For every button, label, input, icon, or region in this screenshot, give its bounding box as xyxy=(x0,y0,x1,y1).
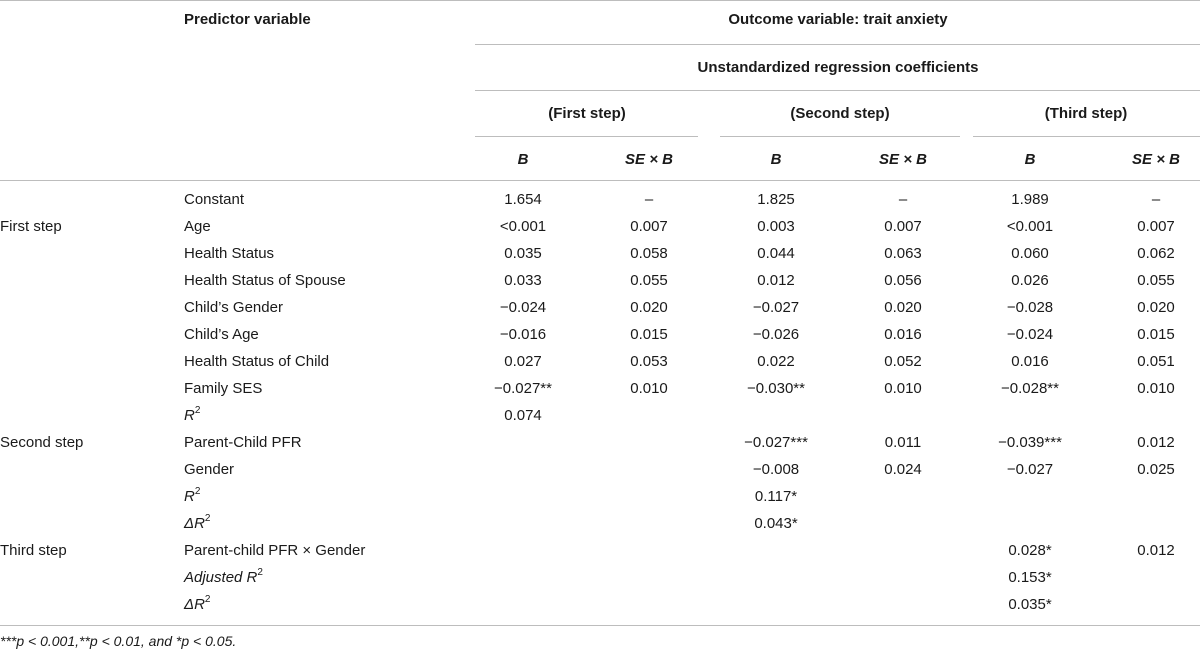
table-cell: 1.825 xyxy=(757,191,795,208)
table-cell: −0.027*** xyxy=(744,434,808,451)
step1-header: (First step) xyxy=(548,105,626,122)
table-cell: 0.117* xyxy=(754,488,798,505)
table-cell: −0.027 xyxy=(1006,461,1054,478)
table-cell: 0.011 xyxy=(884,434,922,451)
table-cell: 0.007 xyxy=(1137,218,1175,235)
table-cell: 0.016 xyxy=(1011,353,1049,370)
table-cell: – xyxy=(1151,191,1161,208)
row-group-label: First step xyxy=(0,218,62,235)
superscript: 2 xyxy=(257,567,263,578)
row-group-label: Third step xyxy=(0,542,67,559)
superscript: 2 xyxy=(204,513,211,524)
table-cell: 0.053 xyxy=(630,353,668,370)
col-b-2: B xyxy=(770,151,782,168)
header-bottom-rule xyxy=(0,180,1200,181)
table-cell: 0.063 xyxy=(884,245,922,262)
table-cell: 0.055 xyxy=(1137,272,1175,289)
table-cell: 0.012 xyxy=(757,272,795,289)
table-cell: −0.024 xyxy=(499,299,547,316)
table-cell: 0.035 xyxy=(504,245,542,262)
predictor-name: R xyxy=(184,488,195,505)
table-cell: 0.012 xyxy=(1137,434,1175,451)
bottom-rule xyxy=(0,625,1200,626)
footnote: ***p < 0.001,**p < 0.01, and *p < 0.05. xyxy=(0,633,237,649)
row-group-label: Second step xyxy=(0,434,84,451)
table-cell: 0.043* xyxy=(754,515,798,532)
table-cell: <0.001 xyxy=(1006,218,1054,235)
table-cell: 0.003 xyxy=(757,218,795,235)
predictor-name: Family SES xyxy=(184,380,263,397)
table-cell: 0.015 xyxy=(1137,326,1175,343)
table-cell: – xyxy=(644,191,654,208)
table-cell: −0.030** xyxy=(747,380,805,397)
row-predictor xyxy=(184,596,210,614)
predictor-name: ΔR xyxy=(184,596,205,613)
table-cell: 0.055 xyxy=(630,272,668,289)
row-predictor xyxy=(184,218,211,236)
outcome-rule xyxy=(475,44,1200,45)
table-cell: 0.051 xyxy=(1137,353,1175,370)
row-predictor xyxy=(184,488,200,506)
predictor-name: Parent-Child PFR xyxy=(184,434,302,451)
table-cell: −0.028 xyxy=(1006,299,1054,316)
row-predictor xyxy=(184,542,365,560)
outcome-header: Outcome variable: trait anxiety xyxy=(728,11,948,28)
table-cell: −0.026 xyxy=(752,326,800,343)
col-b-1: B xyxy=(517,151,529,168)
table-cell: −0.028** xyxy=(1001,380,1059,397)
table-cell: 0.056 xyxy=(884,272,922,289)
row-predictor xyxy=(184,461,234,479)
table-cell: 0.026 xyxy=(1011,272,1049,289)
table-cell: 0.012 xyxy=(1137,542,1175,559)
predictor-name: Gender xyxy=(184,461,235,478)
superscript: 2 xyxy=(194,486,201,497)
superscript: 2 xyxy=(204,594,211,605)
step2-rule xyxy=(720,136,960,137)
step3-rule xyxy=(973,136,1200,137)
table-cell: 0.020 xyxy=(630,299,668,316)
table-cell: 0.027 xyxy=(504,353,542,370)
table-cell: 0.035* xyxy=(1008,596,1052,613)
col-se-1: SE × B xyxy=(625,151,673,168)
table-cell: −0.016 xyxy=(499,326,547,343)
col-se-2: SE × B xyxy=(879,151,927,168)
row-predictor xyxy=(184,191,244,209)
row-predictor xyxy=(184,434,302,452)
table-cell: 0.033 xyxy=(504,272,542,289)
table-cell: 0.010 xyxy=(884,380,922,397)
table-cell: 0.058 xyxy=(630,245,668,262)
table-cell: – xyxy=(898,191,908,208)
predictor-header: Predictor variable xyxy=(184,11,311,28)
step1-rule xyxy=(475,136,698,137)
predictor-name: Child’s Gender xyxy=(184,299,283,316)
table-cell: 0.007 xyxy=(630,218,668,235)
table-cell: 0.074 xyxy=(504,407,542,424)
table-cell: 0.024 xyxy=(884,461,922,478)
table-cell: 0.052 xyxy=(884,353,922,370)
row-predictor xyxy=(184,299,283,317)
predictor-name: Health Status xyxy=(184,245,275,262)
table-cell: 0.060 xyxy=(1011,245,1049,262)
table-cell: 0.020 xyxy=(1137,299,1175,316)
col-se-3: SE × B xyxy=(1132,151,1180,168)
table-cell: −0.024 xyxy=(1006,326,1054,343)
table-cell: 0.010 xyxy=(1137,380,1175,397)
predictor-name: Parent-child PFR × Gender xyxy=(184,542,366,559)
table-cell: −0.027 xyxy=(752,299,800,316)
superscript: 2 xyxy=(194,405,201,416)
table-cell: 0.025 xyxy=(1137,461,1175,478)
top-rule xyxy=(0,0,1200,1)
predictor-name: Constant xyxy=(184,191,245,208)
table-cell: 0.016 xyxy=(884,326,922,343)
predictor-name: Health Status of Child xyxy=(184,353,330,370)
predictor-name: ΔR xyxy=(184,515,205,532)
table-cell: 0.020 xyxy=(884,299,922,316)
predictor-name: Age xyxy=(184,218,211,235)
table-cell: 0.010 xyxy=(630,380,668,397)
table-cell: 0.028* xyxy=(1008,542,1052,559)
predictor-name: Health Status of Spouse xyxy=(184,272,346,289)
predictor-name: Child’s Age xyxy=(184,326,259,343)
step3-header: (Third step) xyxy=(1044,105,1128,122)
table-cell: 1.654 xyxy=(504,191,542,208)
row-predictor xyxy=(184,407,200,425)
col-b-3: B xyxy=(1024,151,1036,168)
table-cell: <0.001 xyxy=(499,218,547,235)
row-predictor xyxy=(184,326,259,344)
row-predictor xyxy=(184,245,274,263)
coef-rule xyxy=(475,90,1200,91)
table-cell: −0.008 xyxy=(752,461,800,478)
table-cell: 0.044 xyxy=(757,245,795,262)
row-predictor xyxy=(184,515,210,533)
table-cell: −0.027** xyxy=(494,380,552,397)
step2-header: (Second step) xyxy=(790,105,890,122)
table-cell: 0.022 xyxy=(757,353,795,370)
row-predictor xyxy=(184,569,263,587)
coef-header: Unstandardized regression coefficients xyxy=(697,59,979,76)
predictor-name: Adjusted R xyxy=(184,569,258,586)
table-cell: 0.007 xyxy=(884,218,922,235)
table-cell: 0.153* xyxy=(1008,569,1052,586)
table-cell: 0.062 xyxy=(1137,245,1175,262)
table-cell: 1.989 xyxy=(1011,191,1049,208)
row-predictor xyxy=(184,272,346,290)
row-predictor xyxy=(184,353,329,371)
table-cell: −0.039*** xyxy=(998,434,1062,451)
predictor-name: R xyxy=(184,407,195,424)
row-predictor xyxy=(184,380,262,398)
table-cell: 0.015 xyxy=(630,326,668,343)
